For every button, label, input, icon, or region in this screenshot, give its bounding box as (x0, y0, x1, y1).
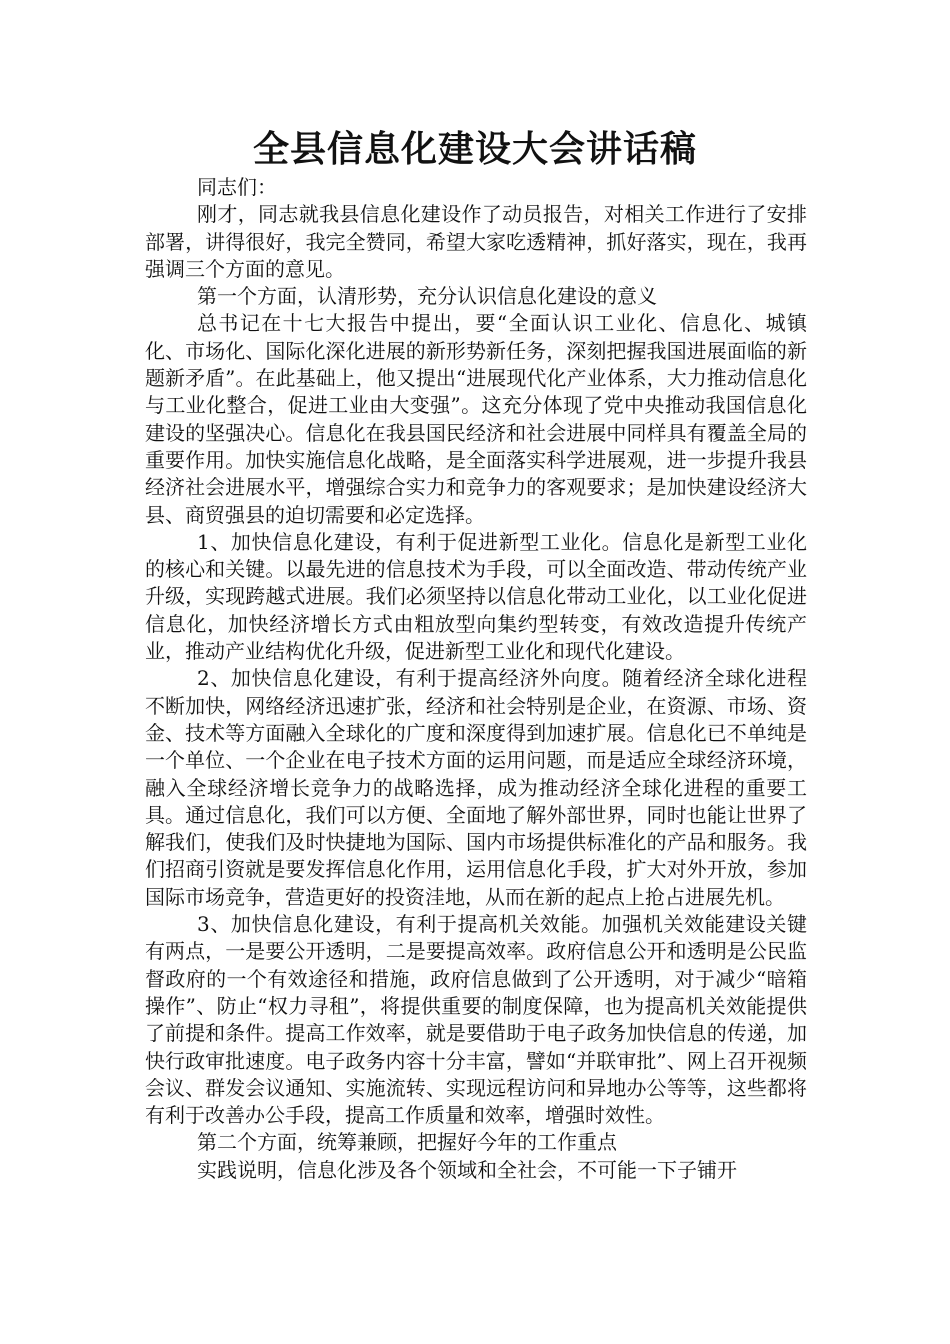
section-heading-1: 第一个方面，认清形势，充分认识信息化建设的意义 (197, 284, 657, 309)
document-body (145, 174, 807, 1184)
body-paragraph: 总书记在十七大报告中提出，要“全面认识工业化、信息化、城镇化、市场化、国际化深化进展的新形势新任务，深刻把握我国进展面临的新题新矛盾”。在此基础上，他又提出“进展现代化产业体系，大力推动信息化与工业化整合，促进工业由大变强”。这充分体现了党中央推动我国信息化建设的坚强决心。信息化在我县国民经济和社会进展中同样具有覆盖全局的重要作用。加快实施信息化战略，是全面落实科学进展观，进一步提升我县经济社会进展水平，增强综合实力和竞争力的客观要求；是加快建设经济大县、商贸强县的迫切需要和必定选择。 (145, 311, 807, 527)
section-heading-2: 第二个方面，统筹兼顾，把握好今年的工作重点 (197, 1130, 617, 1155)
opening-paragraph: 刚才，同志就我县信息化建设作了动员报告，对相关工作进行了安排部署，讲得很好，我完全赞同，希望大家吃透精神，抓好落实，现在，我再强调三个方面的意见。 (145, 202, 807, 281)
body-paragraph-item-1: 1、加快信息化建设，有利于促进新型工业化。信息化是新型工业化的核心和关键。以最先进的信息技术为手段，可以全面改造、带动传统产业升级，实现跨越式进展。我们必须坚持以信息化带动工业化，以工业化促进信息化，加快经济增长方式由粗放型向集约型转变，有效改造提升传统产业，推动产业结构优化升级，促进新型工业化和现代化建设。 (145, 529, 807, 664)
salutation: 同志们： (197, 175, 277, 199)
document-title: 全县信息化建设大会讲话稿 (252, 129, 697, 170)
body-paragraph: 实践说明，信息化涉及各个领域和全社会，不可能一下子铺开 (197, 1157, 737, 1182)
body-paragraph-item-3: 3、加快信息化建设，有利于提高机关效能。加强机关效能建设关键有两点，一是要公开透明，二是要提高效率。政府信息公开和透明是公民监督政府的一个有效途径和措施，政府信息做到了公开透明，对于减少“暗箱操作”、防止“权力寻租”，将提供重要的制度保障，也为提高机关效能提供了前提和条件。提高工作效率，就是要借助于电子政务加快信息的传递，加快行政审批速度。电子政务内容十分丰富，譬如“并联审批”、网上召开视频会议、群发会议通知、实施流转、实现远程访问和异地办公等等，这些都将有利于改善办公手段，提高工作质量和效率，增强时效性。 (145, 912, 807, 1128)
body-paragraph-item-2: 2、加快信息化建设，有利于提高经济外向度。随着经济全球化进程不断加快，网络经济迅速扩张，经济和社会特别是企业，在资源、市场、资金、技术等方面融入全球化的广度和深度得到加速扩展。信息化已不单纯是一个单位、一个企业在电子技术方面的运用问题，而是适应全球经济环境，融入全球经济增长竞争力的战略选择，成为推动经济全球化进程的重要工具。通过信息化，我们可以方便、全面地了解外部世界，同时也能让世界了解我们，使我们及时快捷地为国际、国内市场提供标准化的产品和服务。我们招商引资就是要发挥信息化作用，运用信息化手段，扩大对外开放，参加国际市场竞争，营造更好的投资洼地，从而在新的起点上抢占进展先机。 (145, 666, 807, 909)
